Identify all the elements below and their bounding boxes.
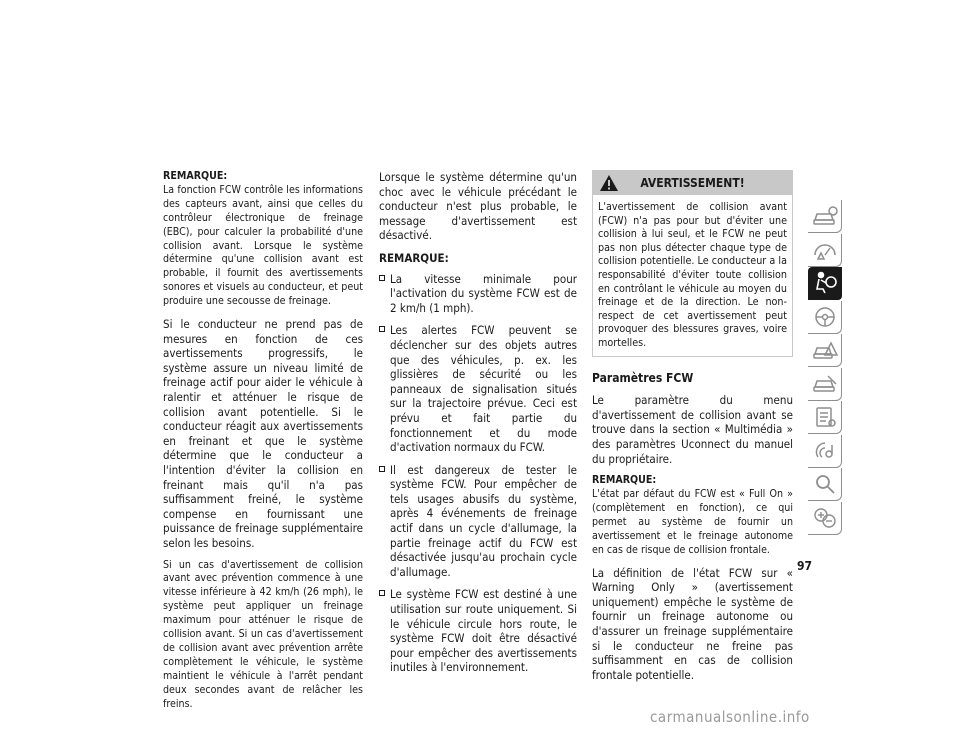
paragraph: Lorsque le système détermine qu'un choc avec le véhicule précédant le conducteur n'est plus probable, le message d'avertissement est désactivé. <box>379 170 577 243</box>
checkbox-bullet-icon <box>379 466 385 472</box>
tab-car-service[interactable] <box>808 368 842 401</box>
tab-maintenance-schedule[interactable] <box>808 401 842 434</box>
tab-dashboard-warning[interactable] <box>808 234 842 267</box>
paragraph: Le paramètre du menu d'avertissement de collision avant se trouve dans la section « Multimédia » des paramètres Uconnect du manuel du propriétaire. <box>592 393 793 466</box>
car-info-icon <box>812 205 838 227</box>
car-service-icon <box>812 373 838 395</box>
note-label: REMARQUE: <box>592 474 657 487</box>
note-label: REMARQUE: <box>163 170 228 182</box>
checkbox-bullet-icon <box>379 275 385 281</box>
paragraph: Si le conducteur ne prend pas de mesures en fonction de ces avertissements progressifs, le système assure un niveau limité de freinage actif pour aider le véhicule à ralentir et atténuer le risque de collision avant potentielle. Si le conducteur réagit aux avertissements en freinant et que le système détermine que le conducteur a l'intention d'éviter la collision en freinant mais qu'il n'a pas suffisamment freiné, le système compense en fournissant une puissance de freinage supplémentaire selon les besoins. <box>163 317 363 550</box>
column-1 <box>163 170 363 720</box>
note-block <box>592 474 793 557</box>
tab-search-index[interactable] <box>808 468 842 501</box>
tab-multimedia[interactable] <box>808 435 842 468</box>
tab-airbag-safety[interactable] <box>808 267 842 300</box>
page-number: 97 <box>797 559 813 573</box>
paragraph: La définition de l'état FCW sur « Warning Only » (avertissement uniquement) empêche le système de fournir un freinage autonome ou d'assurer un freinage supplémentaire si le conducteur ne freine pas suffisamment en cas de collision frontale potentielle. <box>592 565 793 682</box>
footer-watermark: carmanualsonline.info <box>650 708 810 726</box>
list-item: Il est dangereux de tester le système FCW. Pour empêcher de tels usages abusifs du système, après 4 événements de freinage actif dans un cycle d'allumage, la partie freinage actif du FCW est désactivée jusqu'au prochain cycle d'allumage. <box>379 463 577 580</box>
list-item: Les alertes FCW peuvent se déclencher sur des objets autres que des véhicules, p. ex. les glissières de sécurité ou les panneaux de signalisation situés sur la trajectoire prévue. Ceci est prévu et fait partie du fonctionnement et du mode d'activation normaux du FCW. <box>379 323 577 454</box>
roadside-assistance-icon <box>812 339 838 361</box>
note-label: REMARQUE: <box>379 250 449 265</box>
warning-text: L'avertissement de collision avant (FCW) n'a pas pour but d'éviter une collision à lui seul, et le FCW ne peut pas non plus détecter chaque type de collision potentielle. Le conducteur a la responsabilité d'éviter toute collision en contrôlant le véhicule au moyen du freinage et de la direction. Le non-respect de cet avertissement peut provoquer des blessures graves, voire mortelles. <box>598 200 787 349</box>
note-block <box>163 170 363 309</box>
languages-icon <box>812 506 838 530</box>
dashboard-warning-icon <box>812 239 838 261</box>
checkbox-bullet-icon <box>379 590 385 596</box>
tab-languages[interactable] <box>808 502 842 535</box>
paragraph: Si un cas d'avertissement de collision avant avec prévention commence à une vitesse inférieure à 42 km/h (26 mph), le système peut appliquer un freinage maximum pour atténuer le risque de collision avant. Si un cas d'avertissement de collision avant avec prévention arrête complètement le véhicule, le système maintient le véhicule à l'arrêt pendant deux secondes avant de relâcher les freins. <box>163 558 363 710</box>
warning-triangle-icon <box>599 174 619 192</box>
checkbox-bullet-icon <box>379 326 385 332</box>
warning-title: AVERTISSEMENT! <box>640 175 745 190</box>
steering-wheel-icon <box>812 305 838 329</box>
multimedia-icon <box>812 439 838 463</box>
column-2 <box>379 170 577 683</box>
maintenance-schedule-icon <box>812 405 838 429</box>
list-item: La vitesse minimale pour l'activation du système FCW est de 2 km/h (1 mph). <box>379 272 577 316</box>
tab-steering-wheel[interactable] <box>808 301 842 334</box>
warning-box <box>592 170 793 357</box>
bullet-list <box>379 272 577 675</box>
note-text: La fonction FCW contrôle les informations des capteurs avant, ainsi que celles du contrôleur électronique de freinage (EBC), pour calculer la probabilité d'une collision avant. Lorsque le système détermine qu'une collision avant est probable, il fournit des avertissements sonores et visuels au conducteur, et peut produire une secousse de freinage. <box>163 183 363 308</box>
tab-roadside-assistance[interactable] <box>808 334 842 367</box>
tab-car-info[interactable] <box>808 200 842 233</box>
note-text: L'état par défaut du FCW est « Full On » (complètement en fonction), ce qui permet au système de fournir un avertissement et le freinage autonome en cas de risque de collision frontale. <box>592 488 793 556</box>
list-item: Le système FCW est destiné à une utilisation sur route uniquement. Si le véhicule circule hors route, le système FCW doit être désactivé pour empêcher des avertissements inutiles à l'environnement. <box>379 587 577 675</box>
airbag-safety-icon <box>812 271 838 295</box>
warning-header <box>593 171 792 195</box>
column-3 <box>592 170 793 690</box>
chapter-tabs <box>808 200 842 535</box>
section-heading: Paramètres FCW <box>592 370 694 385</box>
search-index-icon <box>812 472 838 496</box>
